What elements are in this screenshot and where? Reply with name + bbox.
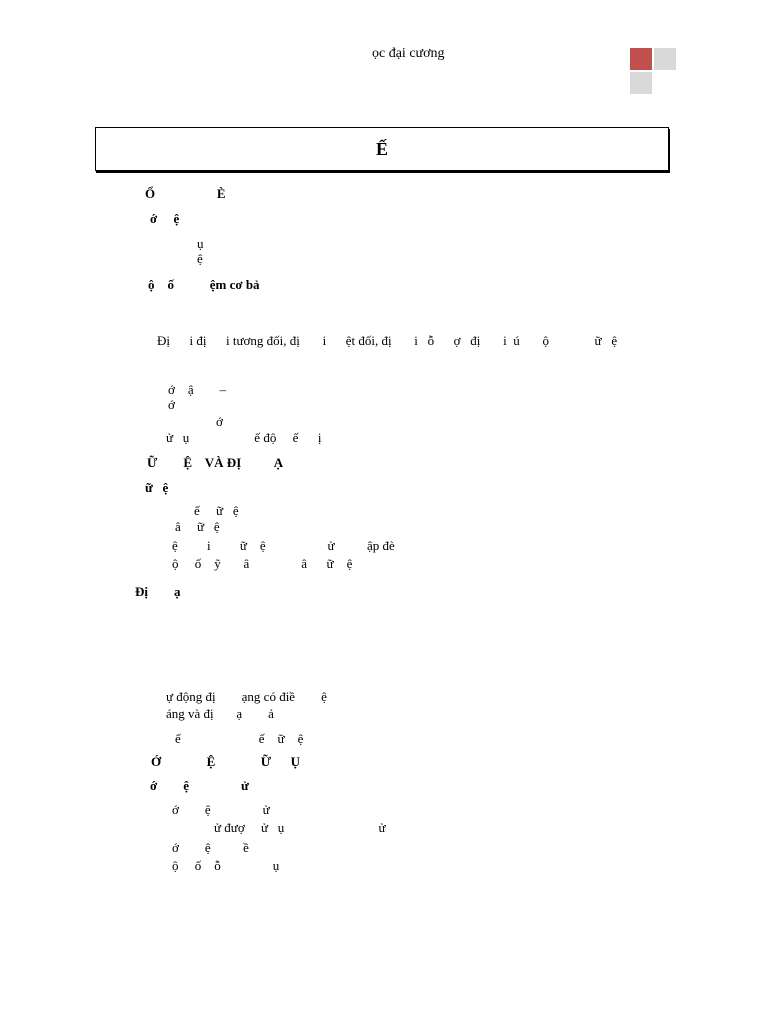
body-line: ụ [197, 236, 204, 251]
body-line: ử ụ ế độ ế ị [166, 430, 322, 445]
body-line: ớ ệ ề [172, 840, 249, 855]
body-line: ộ ố ỹ â â ữ ệ [172, 556, 353, 571]
body-line: ử đượ ử ụ ử [214, 820, 386, 835]
chapter-title-box [95, 127, 669, 171]
running-header: ọc đại cương [372, 46, 445, 61]
body-line: ế ế ữ ệ [175, 731, 304, 746]
body-line: ệ [197, 251, 203, 266]
body-line: Đị i đị i tương đối, đị i ệt đối, đị i ỗ ợ đị i ú ộ ữ ệ [157, 333, 618, 348]
body-line: ệ i ữ ệ ử ập đè [172, 538, 395, 553]
decor-square-accent [630, 48, 652, 70]
body-line: â ữ ệ [175, 519, 220, 534]
body-line: ớ [216, 414, 223, 429]
subheading-3-1: ớ ệ ử [150, 778, 249, 793]
body-line: ớ [168, 397, 175, 412]
body-line: ớ ậ – [168, 382, 227, 397]
body-line: ự động đị ạng có điề ệ [166, 689, 327, 704]
decor-square-light-right [654, 48, 676, 70]
decor-square-light-bottom [630, 72, 652, 94]
body-line: ớ ệ ử [172, 802, 270, 817]
body-line: ộ ố ỗ ụ [172, 858, 280, 873]
subheading-1-2: ộ ố ệm cơ bả [148, 277, 260, 292]
chapter-title: Ế [375, 138, 388, 159]
section-heading-1: Ổ È [145, 186, 226, 201]
section-heading-3: Ớ Ệ Ữ Ụ [151, 754, 301, 769]
subheading-1-1: ớ ệ [150, 211, 180, 226]
subheading-2-1: ữ ệ [145, 480, 169, 495]
section-heading-2: Ữ Ệ VÀ ĐỊ Ạ [147, 455, 284, 470]
body-line: áng và đị ạ ả [166, 706, 274, 721]
subheading-2-2: Đị ạ [135, 584, 181, 599]
body-line: ế ữ ệ [194, 503, 239, 518]
